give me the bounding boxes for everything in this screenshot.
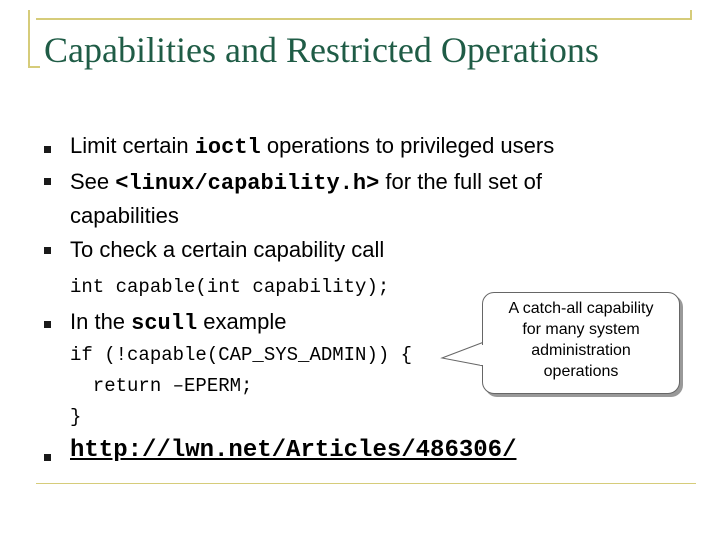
bullet-square-icon	[44, 454, 51, 461]
inline-code: scull	[131, 311, 198, 336]
callout-pointer-mask	[480, 344, 486, 366]
bullet-capability-header	[70, 168, 542, 198]
callout-line: operations	[543, 363, 619, 380]
code-line-if: if (!capable(CAP_SYS_ADMIN)) {	[70, 344, 413, 366]
right-rule	[690, 10, 692, 20]
bullet-square-icon	[44, 178, 51, 185]
top-rule	[36, 18, 692, 20]
bullet-continuation: capabilities	[70, 203, 179, 228]
bullet-text: for the full set of	[379, 169, 542, 194]
callout-text	[484, 298, 678, 382]
bullet-check-capability: To check a certain capability call	[70, 237, 385, 262]
callout-line: A catch-all capability	[508, 300, 654, 317]
bullet-scull	[70, 308, 286, 338]
bullet-square-icon	[44, 146, 51, 153]
code-line-return: return –EPERM;	[70, 375, 253, 397]
bullet-text: example	[197, 309, 287, 334]
inline-code: <linux/capability.h>	[115, 171, 380, 196]
inline-code: ioctl	[194, 135, 261, 160]
callout-line: administration	[531, 342, 631, 359]
bottom-rule	[36, 483, 696, 484]
bullet-square-icon	[44, 247, 51, 254]
bullet-text: See	[70, 169, 116, 194]
code-line-capable: int capable(int capability);	[70, 276, 390, 298]
slide-title: Capabilities and Restricted Operations	[44, 30, 599, 70]
left-rule	[28, 10, 30, 66]
bullet-text: operations to privileged users	[260, 133, 555, 158]
bullet-text: In the	[70, 309, 132, 334]
bullet-ioctl	[70, 132, 554, 162]
bullet-square-icon	[44, 321, 51, 328]
code-line-brace: }	[70, 406, 82, 428]
title-rule	[28, 66, 40, 68]
lwn-article-link[interactable]: http://lwn.net/Articles/486306/	[70, 437, 517, 464]
bullet-text: Limit certain	[70, 133, 195, 158]
callout-line: for many system	[522, 321, 640, 338]
